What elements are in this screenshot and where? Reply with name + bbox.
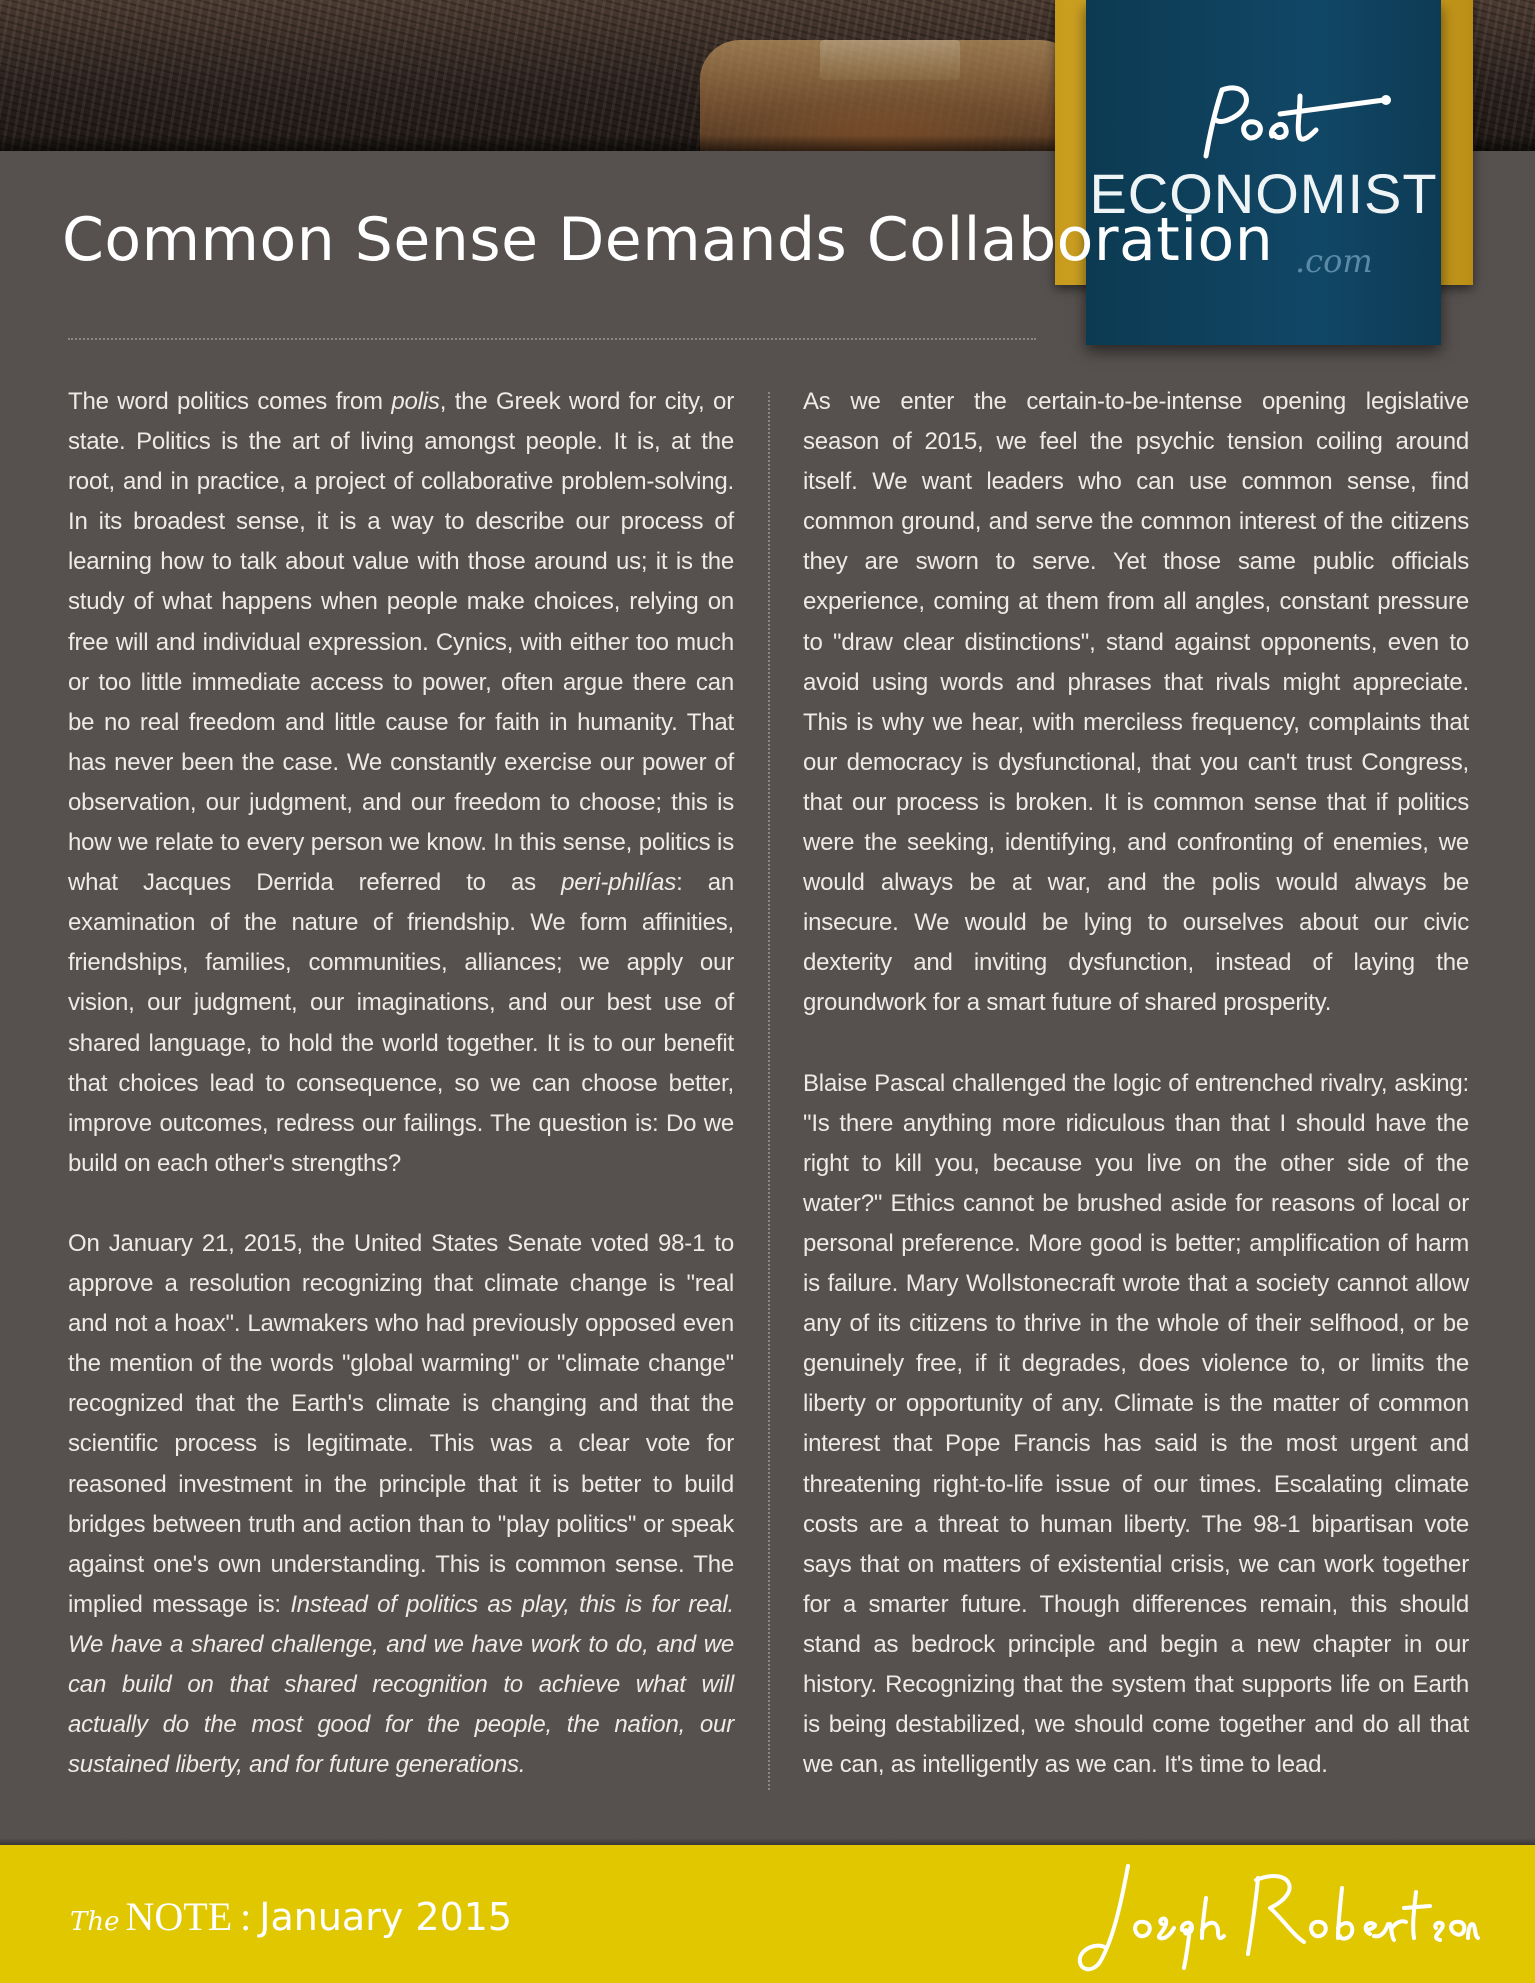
footer-date: January 2015 (259, 1895, 513, 1939)
logo-suffix: .com (1295, 242, 1373, 280)
article-right-column (803, 382, 1469, 1825)
right-paragraph-2: Blaise Pascal challenged the logic of entrenched rivalry, asking: "Is there anything more ridiculous than that I should have the right to kill you, because you live on the other side of the water?" Ethics cannot be brushed aside for reasons of local or personal preference. More good is better; amplification of harm is failure. Mary Wollstonecraft wrote that a society cannot allow any of its citizens to thrive in the whole of their selfhood, or be genuinely free, if it degrades, does violence to, or limits the liberty or opportunity of any. Climate is the matter of common interest that Pope Francis has said is the most urgent and threatening right-to-life issue of our times. Escalating climate costs are a threat to human liberty. The 98-1 bipartisan vote says that on matters of existential crisis, we can work together for a smarter future. Though differences remain, this should stand as bedrock principle and begin a new chapter in our history. Recognizing that the system that supports life on Earth is being destabilized, we should come together and do all that we can, as intelligently as we can. It's time to lead. (803, 1069, 1469, 1779)
logo-script-poet (1188, 78, 1398, 168)
right-paragraph-1: As we enter the certain-to-be-intense opening legislative season of 2015, we feel the psychic tension coiling around itself. We want leaders who can use common sense, find common ground, and serve the common interest of the citizens they are sworn to serve. Yet those same public officials experience, coming at them from all angles, constant pressure to "draw clear distinctions", stand against opponents, even to avoid using words and phrases that rivals might appreciate. This is why we hear, with merciless frequency, complaints that our democracy is dysfunctional, that you can't trust Congress, that our process is broken. It is common sense that if politics were the seeking, identifying, and confronting of enemies, we would always be at war, and the polis would always be insecure. We would be lying to ourselves about our civic dexterity and inviting dysfunction, instead of laying the groundwork for a smart future of shared prosperity. (803, 388, 1469, 1017)
column-divider (768, 392, 770, 1790)
left-paragraph-1: The word politics comes from polis, the Greek word for city, or state. Politics is the art of living amongst people. It is, at the root, and in practice, a project of collaborative problem-solving. In its broadest sense, it is a way to describe our process of learning how to talk about value with those around us; it is the study of what happens when people make choices, relying on free will and individual expression. Cynics, with either too much or too little immediate access to power, often argue there can be no real freedom and little cause for faith in humanity. That has never been the case. We constantly exercise our power of observation, our judgment, and our freedom to choose; this is how we relate to every person we know. In this sense, politics is what Jacques Derrida referred to as peri-philías: an examination of the nature of friendship. We form affinities, friendships, families, communities, alliances; we apply our vision, our judgment, our imaginations, and our best use of shared language, to hold the world together. It is to our benefit that choices lead to consequence, so we can choose better, improve outcomes, redress our failings. The question is: Do we build on each other's strengths? (68, 388, 735, 1177)
logo-wordmark: ECONOMIST (1089, 162, 1438, 225)
footer-separator: : (240, 1894, 252, 1939)
title-divider (68, 338, 1036, 340)
article-title: Common Sense Demands Collaboration (62, 205, 1274, 275)
author-signature (1070, 1858, 1480, 1978)
left-paragraph-2: On January 21, 2015, the United States Senate voted 98-1 to approve a resolution recognizing that climate change is "real and not a hoax". Lawmakers who had previously opposed even the mention of the words "global warming" or "climate change" recognized that the Earth's climate is changing and that the scientific process is legitimate. This was a clear vote for reasoned investment in the principle that it is better to build bridges between truth and action than to "play politics" or speak against one's own understanding. This is common sense. The implied message is: Instead of politics as play, this is for real. We have a shared challenge, and we have work to do, and we can build on that shared recognition to achieve what will actually do the most good for the people, the nation, our sustained liberty, and for future generations. (68, 1229, 734, 1779)
footer-note: NOTE (125, 1894, 233, 1939)
article-left-column (68, 382, 734, 1825)
footer-the: The (70, 1907, 120, 1937)
footer-note-label (70, 1893, 512, 1940)
